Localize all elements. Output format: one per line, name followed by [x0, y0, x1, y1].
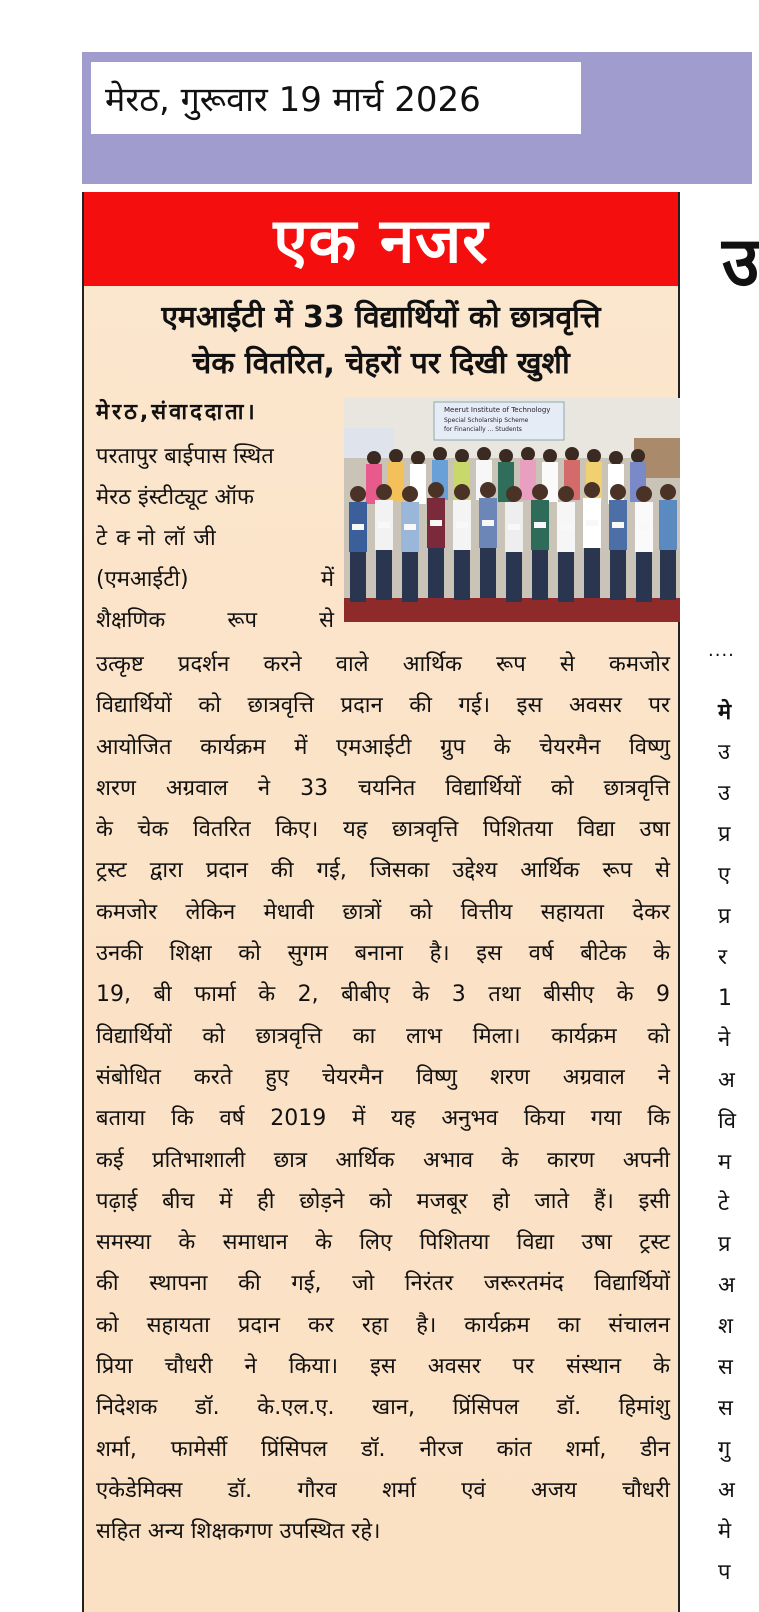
adjacent-line-fragment: अ — [718, 1273, 735, 1298]
adjacent-headline-fragment: उ — [722, 223, 759, 302]
adjacent-line-fragment: श — [718, 1314, 733, 1339]
adjacent-line-fragment: अ — [718, 1068, 735, 1093]
adjacent-line-fragment: अ — [718, 1478, 735, 1503]
adjacent-line-fragment: मे — [718, 700, 732, 725]
intro-line: टेक्नोलॉजी — [96, 526, 225, 551]
body-line: एकेडेमिक्स डॉ. गौरव शर्मा एवं अजय चौधरी — [96, 1477, 670, 1503]
adjacent-line-fragment: प्र — [718, 904, 731, 929]
article-body — [96, 644, 670, 1553]
body-line: ट्रस्ट द्वारा प्रदान की गई, जिसका उद्देश्य आर्थिक रूप से — [96, 858, 670, 884]
body-line: प्रिया चौधरी ने किया। इस अवसर पर संस्थान के — [96, 1354, 670, 1380]
body-line: समस्या के समाधान के लिए पिशितया विद्या उषा ट्रस्ट — [96, 1230, 670, 1256]
headline-line: एमआईटी में 33 विद्यार्थियों को छात्रवृत्ति — [161, 300, 601, 335]
body-line: आयोजित कार्यक्रम में एमआईटी ग्रुप के चेयरमैन विष्णु — [96, 734, 670, 760]
adjacent-line-fragment: गु — [718, 1437, 731, 1462]
intro-line: मेरठ इंस्टीट्यूट ऑफ — [96, 485, 254, 510]
body-line: उत्कृष्ट प्रदर्शन करने वाले आर्थिक रूप से कमजोर — [96, 652, 670, 677]
adjacent-line-fragment: र — [718, 945, 727, 970]
intro-text — [96, 436, 334, 641]
section-banner: एक नजर — [84, 192, 678, 286]
adjacent-dots: .... — [708, 640, 735, 661]
body-line: 19, बी फार्मा के 2, बीबीए के 3 तथा बीसीए के 9 — [96, 982, 670, 1008]
body-line: कमजोर लेकिन मेधावी छात्रों को वित्तीय सहायता देकर — [96, 899, 670, 925]
photo-banner-line: for Financially ... Students — [444, 426, 522, 433]
photo-banner-line: Special Scholarship Scheme — [444, 417, 529, 424]
adjacent-line-fragment: वि — [718, 1109, 736, 1134]
intro-line: परतापुर बाईपास स्थित — [96, 444, 274, 469]
adjacent-line-fragment: स — [718, 1396, 733, 1421]
body-line: शरण अग्रवाल ने 33 चयनित विद्यार्थियों को छात्रवृत्ति — [96, 775, 670, 801]
adjacent-line-fragment: उ — [718, 781, 731, 806]
adjacent-line-fragment: मे — [718, 1519, 732, 1544]
adjacent-line-fragment: उ — [718, 740, 731, 765]
body-line: विद्यार्थियों को छात्रवृत्ति प्रदान की गई। इस अवसर पर — [96, 693, 670, 719]
event-photo — [344, 398, 680, 622]
adjacent-line-fragment: टे — [718, 1191, 730, 1216]
adjacent-line-fragment: म — [718, 1150, 732, 1175]
adjacent-column-fragment — [704, 192, 759, 1600]
body-line: के चेक वितरित किए। यह छात्रवृत्ति पिशितया विद्या उषा — [96, 817, 670, 843]
body-line: विद्यार्थियों को छात्रवृत्ति का लाभ मिला। कार्यक्रम को — [96, 1023, 670, 1049]
headline — [84, 295, 678, 387]
body-line: सहित अन्य शिक्षकगण उपस्थित रहे। — [96, 1519, 381, 1545]
headline-line: चेक वितरित, चेहरों पर दिखी खुशी — [192, 346, 570, 381]
body-line: की स्थापना की गई, जो निरंतर जरूरतमंद विद्यार्थियों — [96, 1271, 670, 1297]
body-line: संबोधित करते हुए चेयरमैन विष्णु शरण अग्रवाल ने — [96, 1064, 670, 1090]
intro-line: (एमआईटी) में — [96, 567, 334, 592]
body-line: को सहायता प्रदान कर रहा है। कार्यक्रम का संचालन — [96, 1312, 670, 1338]
body-line: बताया कि वर्ष 2019 में यह अनुभव किया गया कि — [96, 1106, 670, 1132]
dateline: मेरठ, गुरूवार 19 मार्च 2026 — [91, 62, 581, 134]
body-line: पढ़ाई बीच में ही छोड़ने को मजबूर हो जाते हैं। इसी — [96, 1188, 670, 1214]
body-line: शर्मा, फामेर्सी प्रिंसिपल डॉ. नीरज कांत शर्मा, डीन — [96, 1436, 670, 1462]
body-line: कई प्रतिभाशाली छात्र आर्थिक अभाव के कारण अपनी — [96, 1147, 670, 1173]
adjacent-line-fragment: प्र — [718, 1232, 731, 1257]
adjacent-line-fragment: ने — [718, 1027, 731, 1052]
photo-banner-line: Meerut Institute of Technology — [444, 406, 551, 414]
intro-line: शैक्षणिक रूप से — [96, 608, 334, 633]
adjacent-line-fragment: 1 — [718, 986, 732, 1011]
adjacent-line-fragment: स — [718, 1355, 733, 1380]
adjacent-line-fragment: प्र — [718, 822, 731, 847]
body-line: उनकी शिक्षा को सुगम बनाना है। इस वर्ष बीटेक के — [96, 941, 670, 967]
adjacent-line-fragment: ए — [718, 863, 731, 888]
byline: मेरठ,संवाददाता। — [96, 400, 258, 425]
adjacent-line-fragment: प — [718, 1560, 731, 1585]
body-line: निदेशक डॉ. के.एल.ए. खान, प्रिंसिपल डॉ. हिमांशु — [96, 1395, 670, 1421]
